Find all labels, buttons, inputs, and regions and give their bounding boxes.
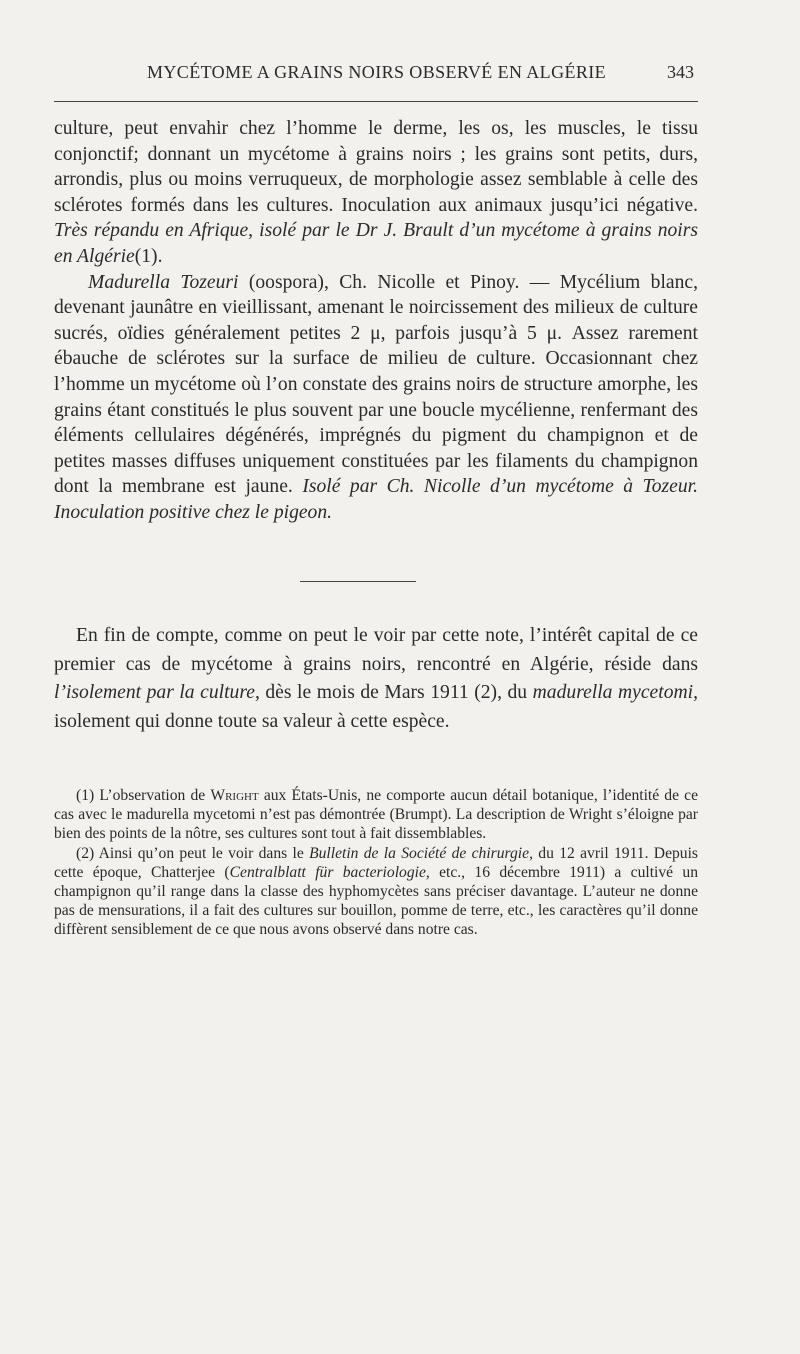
header-rule — [54, 101, 698, 102]
running-header — [54, 62, 698, 90]
paragraph-continuation — [54, 116, 698, 270]
journal-title: Bulletin de la Société de chirurgie, — [309, 844, 533, 862]
paragraph-text: (oospora), Ch. Nicolle et Pinoy. — Mycélium blanc, devenant jaunâtre en vieillissant, amenant le noircissement des milieux de culture sucrés, oïdies généralement petites 2 μ, parfois jusqu’à 5 μ. Assez rarement ébauche de sclérotes sur la surface de milieu de culture. Occasionnant chez l’homme un mycétome où l’on constate des grains noirs de structure amorphe, les grains étant constitués le plus souvent par une boucle mycélienne, renfermant des éléments cellulaires dégénérés, imprégnés du pigment du champignon et de petites masses diffuses uniquement constituées par les filaments du champignon dont la membrane est jaune. — [54, 271, 698, 498]
species-name: Madurella Tozeuri — [88, 271, 239, 293]
footnote-text: (1) L’observation de — [76, 787, 211, 804]
journal-title: Centralblatt für bacteriologie, — [229, 863, 430, 881]
author-name: Wright — [210, 787, 259, 804]
conclusion-italic: l’isolement par la culture — [54, 682, 255, 703]
page-number: 343 — [667, 62, 694, 82]
italic-remark: Isolé par Ch. Nicolle d’un mycétome à Tozeur. Inoculation positive chez le pigeon. — [54, 476, 698, 523]
footnote-text: (2) Ainsi qu’on peut le voir dans le — [76, 844, 310, 862]
footnotes — [54, 786, 698, 940]
conclusion-text: isolement qui donne toute sa valeur à cette espèce. — [54, 710, 450, 732]
paragraph-madurella-tozeuri — [54, 270, 698, 526]
footnote-2 — [54, 844, 698, 940]
footnote-text: aux États-Unis, ne comporte aucun détail botanique, l’identité de ce cas avec le madurella mycetomi n’est pas démontrée (Brumpt). La description de Wright s’éloigne par bien des points de la nôtre, ses cultures sont tout à fait dissemblables. — [54, 787, 699, 843]
running-title: MYCÉTOME A GRAINS NOIRS OBSERVÉ EN ALGÉRIE — [147, 62, 607, 82]
conclusion-italic: madurella mycetomi, — [532, 682, 698, 703]
conclusion — [54, 622, 698, 736]
footnote-text: du 12 avril 1911. Depuis cette époque, Chatterjee ( — [54, 844, 698, 881]
conclusion-paragraph — [54, 622, 698, 736]
footnote-1 — [54, 786, 698, 844]
conclusion-text: En fin de compte, comme on peut le voir par cette note, l’intérêt capital de ce premier cas de mycétome à grains noirs, rencontré en Algérie, réside dans — [54, 625, 698, 675]
conclusion-text: , dès le mois de Mars 1911 (2), du — [254, 682, 533, 703]
footnote-ref: (1). — [134, 245, 163, 267]
italic-remark: Très répandu en Afrique, isolé par le Dr J. Brault d’un mycétome à grains noirs en Algérie — [54, 220, 698, 267]
footnote-text: etc., 16 décembre 1911) a cultivé un champignon qu’il range dans la classe des hyphomycètes sans préciser davantage. L’auteur ne donne pas de mensurations, il a fait des cultures sur bouillon, pomme de terre, etc., les caractères qu’il donne diffèrent sensiblement de ce que nous avons observé dans notre cas. — [54, 863, 699, 939]
paragraph-text: culture, peut envahir chez l’homme le derme, les os, les muscles, le tissu conjonctif; donnant un mycétome à grains noirs ; les grains sont petits, durs, arrondis, plus ou moins verruqueux, de morphologie assez semblable à celle des sclérotes formés dans les cultures. Inoculation aux animaux jusqu’ici négative. — [54, 118, 698, 216]
section-separator — [300, 581, 416, 582]
body-text — [54, 116, 698, 526]
